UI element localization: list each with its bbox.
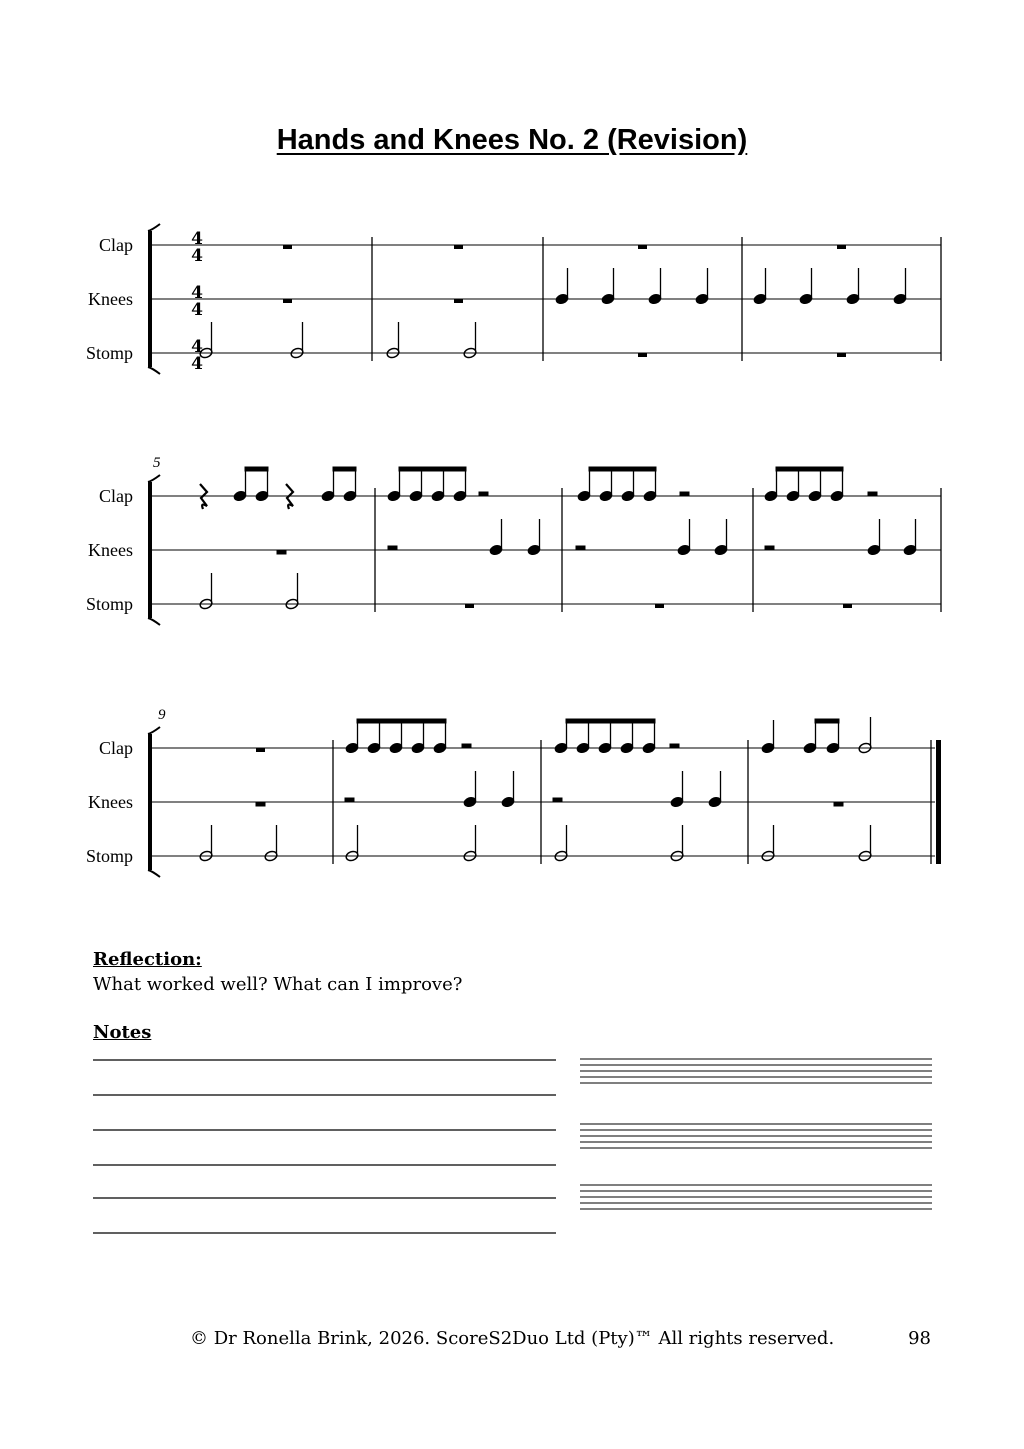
svg-text:4: 4: [191, 300, 203, 320]
blank-staves: [580, 1059, 932, 1209]
system-1: [86, 224, 941, 374]
svg-text:4: 4: [191, 246, 203, 266]
notes-heading: Notes: [93, 1022, 152, 1043]
instrument-label: Knees: [88, 792, 133, 812]
instrument-label: Clap: [99, 486, 133, 506]
system-3: [86, 707, 941, 877]
page-number: 98: [908, 1328, 931, 1349]
reflection-heading: Reflection:: [93, 949, 202, 970]
instrument-label: Stomp: [85, 846, 133, 866]
reflection-question: What worked well? What can I improve?: [93, 974, 463, 995]
svg-text:4: 4: [191, 229, 203, 249]
instrument-label: Clap: [99, 738, 133, 758]
svg-text:4: 4: [191, 354, 203, 374]
system-2: [86, 455, 941, 625]
instrument-label: Stomp: [85, 594, 133, 614]
instrument-label: Knees: [88, 540, 133, 560]
instrument-label: Stomp: [85, 343, 133, 363]
instrument-label: Clap: [99, 235, 133, 255]
svg-text:4: 4: [191, 337, 203, 357]
instrument-label: Knees: [88, 289, 133, 309]
svg-text:4: 4: [191, 283, 203, 303]
measure-number: 9: [158, 707, 166, 723]
notes-writing-lines: [93, 1060, 556, 1233]
measure-number: 5: [153, 455, 161, 471]
copyright-footer: © Dr Ronella Brink, 2026. ScoreS2Duo Ltd (Pty)™ All rights reserved.: [190, 1328, 835, 1349]
page-title: Hands and Knees No. 2 (Revision): [276, 124, 748, 156]
